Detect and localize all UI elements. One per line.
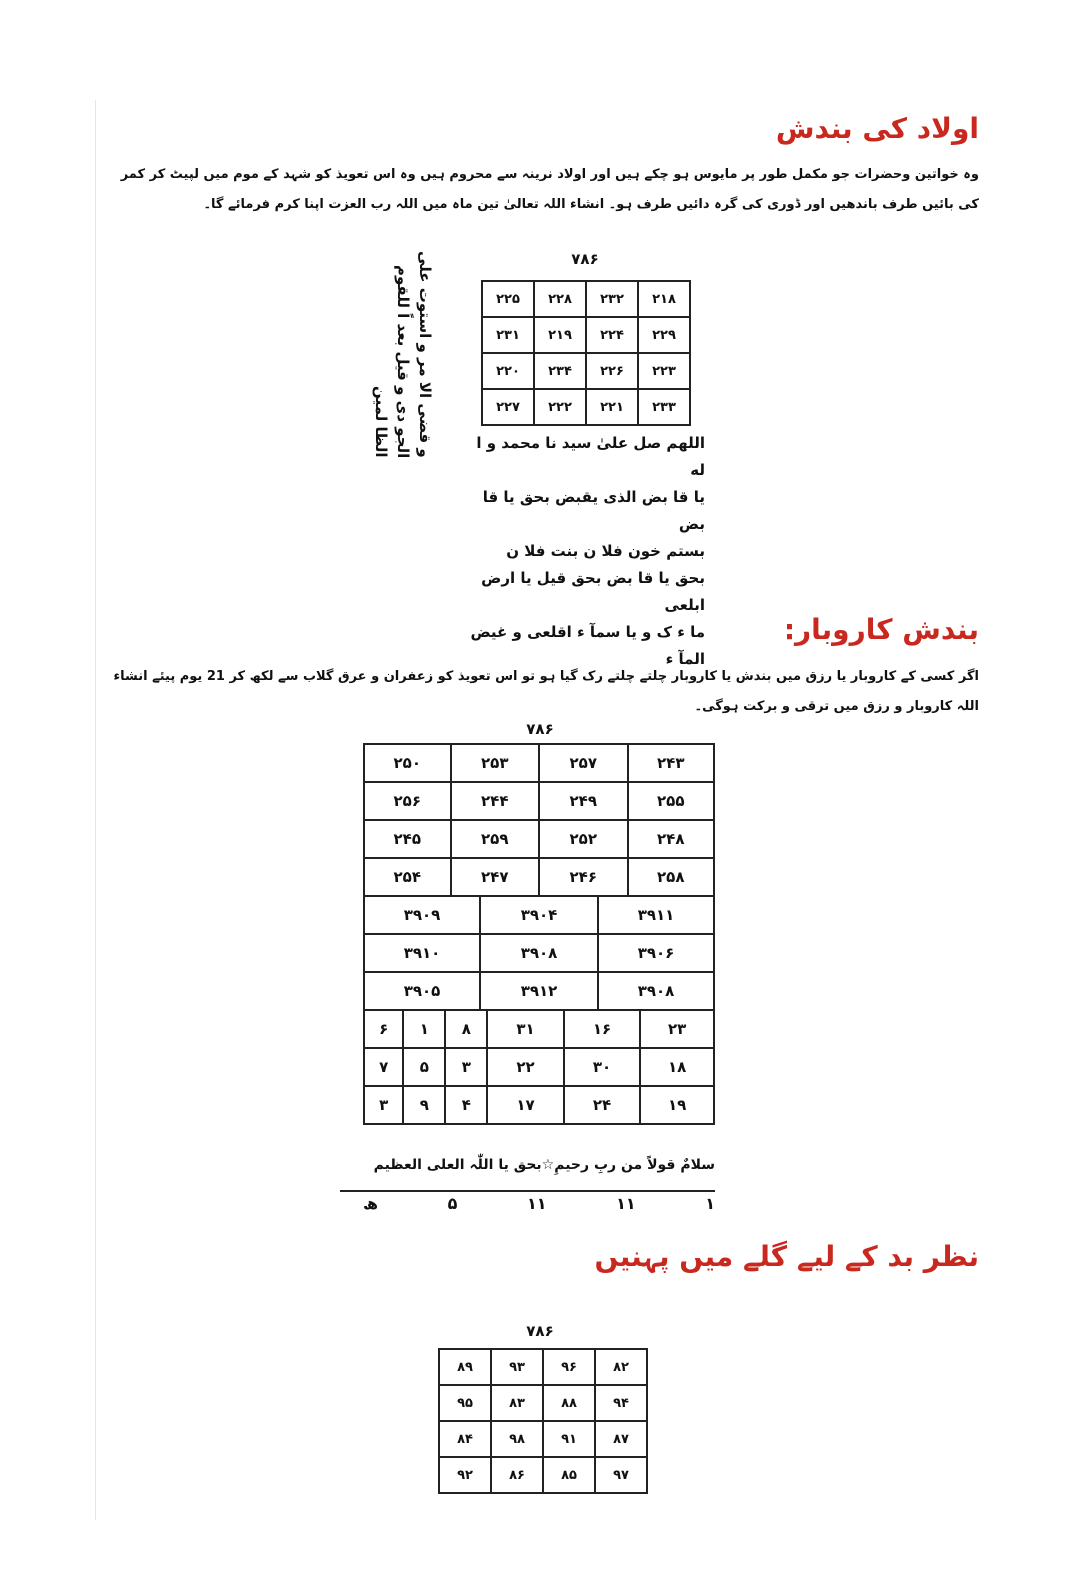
table-row xyxy=(482,389,690,425)
grid-cell: ۲۱۹ xyxy=(534,317,586,353)
grid-cell: ۹۸ xyxy=(491,1421,543,1457)
grid-cell: ۲۲۷ xyxy=(482,389,534,425)
grid-cell: ۲۳ xyxy=(667,1020,687,1038)
grid-cell: ۳۹۰۸ xyxy=(637,982,675,1000)
grid-cell: ۹۳ xyxy=(491,1349,543,1385)
magic-square-karobar xyxy=(363,743,715,1125)
grid-cell: ۸۷ xyxy=(595,1421,647,1457)
grid-caption-786: ۷۸۶ xyxy=(526,720,554,738)
grid-cell: ۲۴۶ xyxy=(539,859,628,895)
grid-cell: ۷ xyxy=(365,1049,403,1085)
table-row xyxy=(364,744,714,782)
grid-cell: ۳۹۰۴ xyxy=(480,897,598,933)
section-title-karobar: بندش کاروبار: xyxy=(783,613,979,646)
number-item: ۱ xyxy=(705,1194,715,1213)
grid-cell: ۲۲۹ xyxy=(638,317,690,353)
table-row xyxy=(482,317,690,353)
grid-cell: ۲۵۴ xyxy=(365,859,451,895)
grid-cell: ۲۴۷ xyxy=(451,859,540,895)
number-item: ۵ xyxy=(447,1194,458,1213)
number-item: ۱۱ xyxy=(526,1194,547,1213)
table-row xyxy=(364,1086,714,1124)
dua-line: یا قا بض الذی یقبض بحق یا قا بض xyxy=(482,488,705,533)
table-row xyxy=(364,972,714,1010)
magic-square-nazar xyxy=(438,1348,648,1494)
grid-cell: ۲۲۳ xyxy=(638,353,690,389)
grid-cell: ۸۴ xyxy=(439,1421,491,1457)
grid-cell: ۲۲۰ xyxy=(482,353,534,389)
grid-cell: ۲۲۲ xyxy=(534,389,586,425)
grid-cell: ۳۹۰۶ xyxy=(637,944,675,962)
grid-cell: ۲۳۴ xyxy=(534,353,586,389)
grid-cell: ۹۱ xyxy=(543,1421,595,1457)
section-title-nazar: نظر بد کے لیے گلے میں پہنیں xyxy=(594,1240,979,1273)
grid-cell: ۵ xyxy=(403,1049,445,1085)
table-row xyxy=(439,1349,647,1385)
grid-cell: ۲۳۱ xyxy=(482,317,534,353)
grid-cell: ۱ xyxy=(403,1011,445,1047)
grid-cell: ۹۶ xyxy=(543,1349,595,1385)
grid-cell: ۲۴۹ xyxy=(539,783,628,819)
dua-line: ما ء ک و یا سمآ ء اقلعی و غیض المآ ء xyxy=(470,623,705,668)
grid-cell: ۹۴ xyxy=(595,1385,647,1421)
grid-cell: ۹۲ xyxy=(439,1457,491,1493)
grid-cell: ۴ xyxy=(445,1087,487,1123)
grid-cell: ۲۳۲ xyxy=(586,281,638,317)
number-item: ھ xyxy=(363,1194,379,1213)
grid-cell: ۲۵۶ xyxy=(365,783,451,819)
vertical-line: الظا لمین xyxy=(372,386,390,458)
vertical-line: الجو دی و قیل بعد اً للقوم xyxy=(394,264,412,458)
grid-cell: ۳۹۰۵ xyxy=(365,973,480,1009)
table-row xyxy=(439,1457,647,1493)
grid-cell: ۲۳۳ xyxy=(638,389,690,425)
grid-cell: ۲۵۳ xyxy=(451,745,540,781)
dua-lines-aulad xyxy=(470,430,705,673)
number-row xyxy=(363,1194,715,1213)
table-row xyxy=(364,858,714,896)
magic-square-aulad xyxy=(481,280,691,426)
table-row xyxy=(364,1048,714,1086)
grid-cell: ۲۵۹ xyxy=(451,821,540,857)
grid-cell: ۲۲۵ xyxy=(482,281,534,317)
grid-cell: ۲۴۵ xyxy=(365,821,451,857)
table-row xyxy=(364,934,714,972)
grid-cell: ۲۲ xyxy=(487,1049,563,1085)
grid-cell: ۱۷ xyxy=(487,1087,563,1123)
dua-line: بستم خون فلا ن بنت فلا ن xyxy=(506,542,705,560)
table-row xyxy=(439,1421,647,1457)
table-row xyxy=(364,820,714,858)
grid-cell: ۸۵ xyxy=(543,1457,595,1493)
grid-cell: ۸۶ xyxy=(491,1457,543,1493)
grid-cell: ۹۵ xyxy=(439,1385,491,1421)
table-row xyxy=(364,782,714,820)
grid-cell: ۲۴۴ xyxy=(451,783,540,819)
grid-cell: ۸۹ xyxy=(439,1349,491,1385)
section-paragraph-aulad: وہ خواتین وحضرات جو مکمل طور پر مایوس ہو چکے ہیں اور اولاد نرینہ سے محروم ہیں وہ اس تعویذ کو شہد کے موم میں لپیٹ کر کمر کی بائیں طرف باندھیں اور ڈوری کی گرہ دائیں طرف ہو۔ انشاء اللہ تعالیٰ تین ماہ میں اللہ رب العزت اپنا کرم فرمائے گا۔ xyxy=(120,167,979,212)
salam-caption: سلامٌ قولاً من ربِ رحیمِ☆بحق یا اللّٰہ العلی العظیم xyxy=(373,1157,715,1173)
table-row xyxy=(439,1385,647,1421)
dua-line: اللهم صل علیٰ سید نا محمد و ا له xyxy=(476,434,705,479)
grid-caption-786: ۷۸۶ xyxy=(526,1322,554,1340)
grid-cell: ۲۲۶ xyxy=(586,353,638,389)
grid-cell: ۲۵۵ xyxy=(657,792,685,810)
table-row xyxy=(482,353,690,389)
grid-cell: ۳ xyxy=(445,1049,487,1085)
grid-cell: ۹۷ xyxy=(595,1457,647,1493)
grid-cell: ۲۵۰ xyxy=(365,745,451,781)
grid-cell: ۱۸ xyxy=(667,1058,687,1076)
table-row xyxy=(482,281,690,317)
grid-cell: ۳۹۱۲ xyxy=(480,973,598,1009)
section-title-aulad: اولاد کی بندش xyxy=(775,112,979,145)
vertical-dua-text xyxy=(370,251,436,458)
grid-cell: ۸۸ xyxy=(543,1385,595,1421)
grid-cell: ۲۱۸ xyxy=(638,281,690,317)
grid-cell: ۸۳ xyxy=(491,1385,543,1421)
grid-cell: ۳۰ xyxy=(564,1049,640,1085)
grid-cell: ۸ xyxy=(445,1011,487,1047)
grid-cell: ۲۲۸ xyxy=(534,281,586,317)
grid-cell: ۳۹۱۱ xyxy=(637,906,675,924)
grid-cell: ۳۹۰۹ xyxy=(365,897,480,933)
grid-cell: ۲۴۳ xyxy=(657,754,685,772)
grid-cell: ۳۱ xyxy=(487,1011,563,1047)
divider-rule xyxy=(340,1190,715,1192)
section-paragraph-karobar: اگر کسی کے کاروبار یا رزق میں بندش یا کاروبار چلتے چلتے رک گیا ہو تو اس تعویذ کو زعفران و عرق گلاب سے لکھ کر 21 یوم پیئے انشاء اللہ کاروبار و رزق میں ترقی و برکت ہوگی۔ xyxy=(113,669,979,714)
grid-caption-786: ۷۸۶ xyxy=(571,250,599,268)
grid-cell: ۶ xyxy=(365,1011,403,1047)
grid-cell: ۳۹۱۰ xyxy=(365,935,480,971)
grid-cell: ۳۹۰۸ xyxy=(480,935,598,971)
grid-cell: ۲۵۲ xyxy=(539,821,628,857)
table-row xyxy=(364,896,714,934)
grid-cell: ۳ xyxy=(365,1087,403,1123)
grid-cell: ۲۵۷ xyxy=(539,745,628,781)
table-row xyxy=(364,1010,714,1048)
grid-cell: ۱۶ xyxy=(564,1011,640,1047)
grid-cell: ۲۲۱ xyxy=(586,389,638,425)
grid-cell: ۲۴ xyxy=(564,1087,640,1123)
vertical-line: و قضی الا مر و استوت علی xyxy=(416,251,434,458)
grid-cell: ۹ xyxy=(403,1087,445,1123)
grid-cell: ۲۴۸ xyxy=(657,830,685,848)
grid-cell: ۸۲ xyxy=(595,1349,647,1385)
grid-cell: ۲۲۴ xyxy=(586,317,638,353)
dua-line: بحق یا قا بض بحق قیل یا ارض ابلعی xyxy=(481,569,705,614)
grid-cell: ۲۵۸ xyxy=(657,868,685,886)
grid-cell: ۱۹ xyxy=(667,1096,687,1114)
page-margin-line xyxy=(95,100,96,1520)
number-item: ۱۱ xyxy=(616,1194,636,1213)
